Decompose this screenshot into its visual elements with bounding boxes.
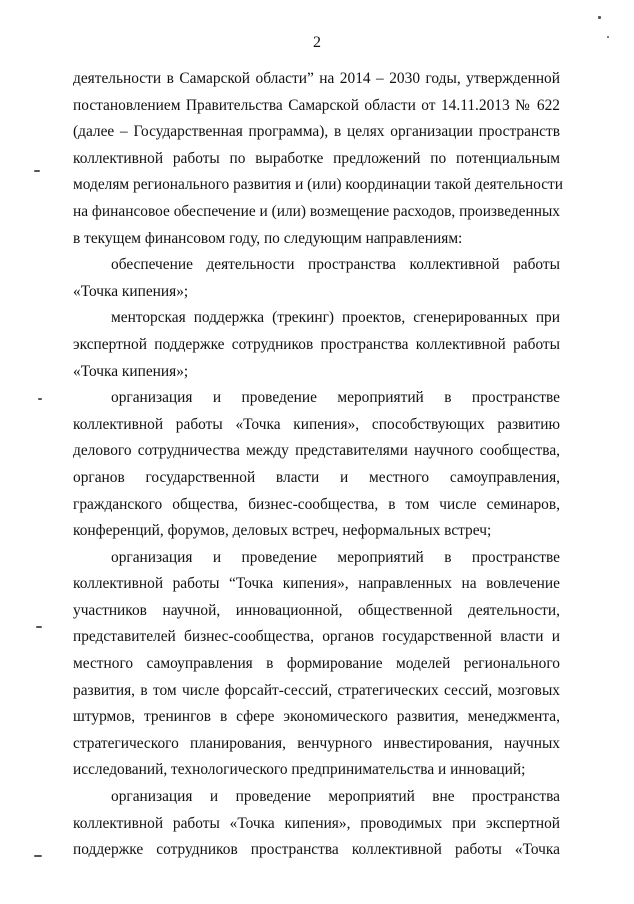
text-line: конференций, форумов, деловых встреч, неформальных встреч; [73, 522, 492, 540]
scan-speck [34, 170, 40, 172]
text-line: обеспечение деятельности пространства коллективной работы [111, 256, 560, 274]
text-line: организация и проведение мероприятий в пространстве [111, 548, 560, 566]
text-line: моделям регионального развития и (или) координации такой деятельности [73, 176, 564, 194]
text-line: развития, в том числе форсайт-сессий, стратегических сессий, мозговых [73, 681, 560, 699]
scan-speck [598, 16, 601, 19]
text-line: (далее – Государственная программа), в целях организации пространств [73, 123, 560, 141]
text-line: поддержке сотрудников пространства коллективной работы «Точка [73, 841, 560, 859]
text-line: «Точка кипения»; [73, 362, 189, 380]
text-line: экспертной поддержке сотрудников пространства коллективной работы [73, 335, 560, 353]
text-line: стратегического планирования, венчурного инвестирования, научных [73, 734, 560, 752]
text-line: менторская поддержка (трекинг) проектов, сгенерированных при [111, 309, 560, 327]
text-line: исследований, технологического предпринимательства и инноваций; [73, 761, 526, 779]
list-item-support [73, 252, 560, 305]
text-line: «Точка кипения»; [73, 282, 189, 300]
text-line: местного самоуправления в формирование моделей регионального [73, 655, 560, 673]
list-item-events-outside [73, 784, 560, 864]
scan-speck [607, 36, 609, 38]
text-line: в текущем финансовом году, по следующим направлениям: [73, 229, 463, 247]
scan-speck [38, 398, 42, 400]
text-line: организация и проведение мероприятий вне пространства [111, 788, 560, 806]
scan-speck [34, 855, 42, 857]
text-line: коллективной работы по выработке предложений по потенциальным [73, 149, 560, 167]
list-item-mentoring [73, 305, 560, 385]
text-line: гражданского общества, бизнес-сообщества, в том числе семинаров, [73, 495, 560, 513]
page-number: 2 [313, 34, 321, 51]
text-line: штурмов, тренингов в сфере экономического развития, менеджмента, [73, 708, 560, 726]
text-line: организация и проведение мероприятий в пространстве [111, 389, 560, 407]
text-line: представителей бизнес-сообщества, органов государственной власти и [73, 628, 560, 646]
text-line: коллективной работы «Точка кипения», способствующих развитию [73, 415, 560, 433]
text-line: участников научной, инновационной, общественной деятельности, [73, 601, 560, 619]
text-line: коллективной работы “Точка кипения», направленных на вовлечение [73, 575, 560, 593]
text-line: деятельности в Самарской области” на 2014 – 2030 годы, утвержденной [73, 70, 560, 87]
document-body [73, 66, 564, 864]
text-line: постановлением Правительства Самарской области от 14.11.2013 № 622 [73, 96, 560, 114]
scan-speck [36, 626, 42, 628]
text-line: органов государственной власти и местного самоуправления, [73, 468, 560, 486]
text-line: на финансовое обеспечение и (или) возмещение расходов, произведенных [73, 202, 560, 220]
list-item-events-involvement [73, 545, 560, 784]
paragraph-intro [73, 66, 564, 252]
text-line: коллективной работы «Точка кипения», проводимых при экспертной [73, 814, 560, 832]
list-item-events-cooperation [73, 385, 560, 545]
text-line: делового сотрудничества между представителями научного сообщества, [73, 442, 560, 460]
